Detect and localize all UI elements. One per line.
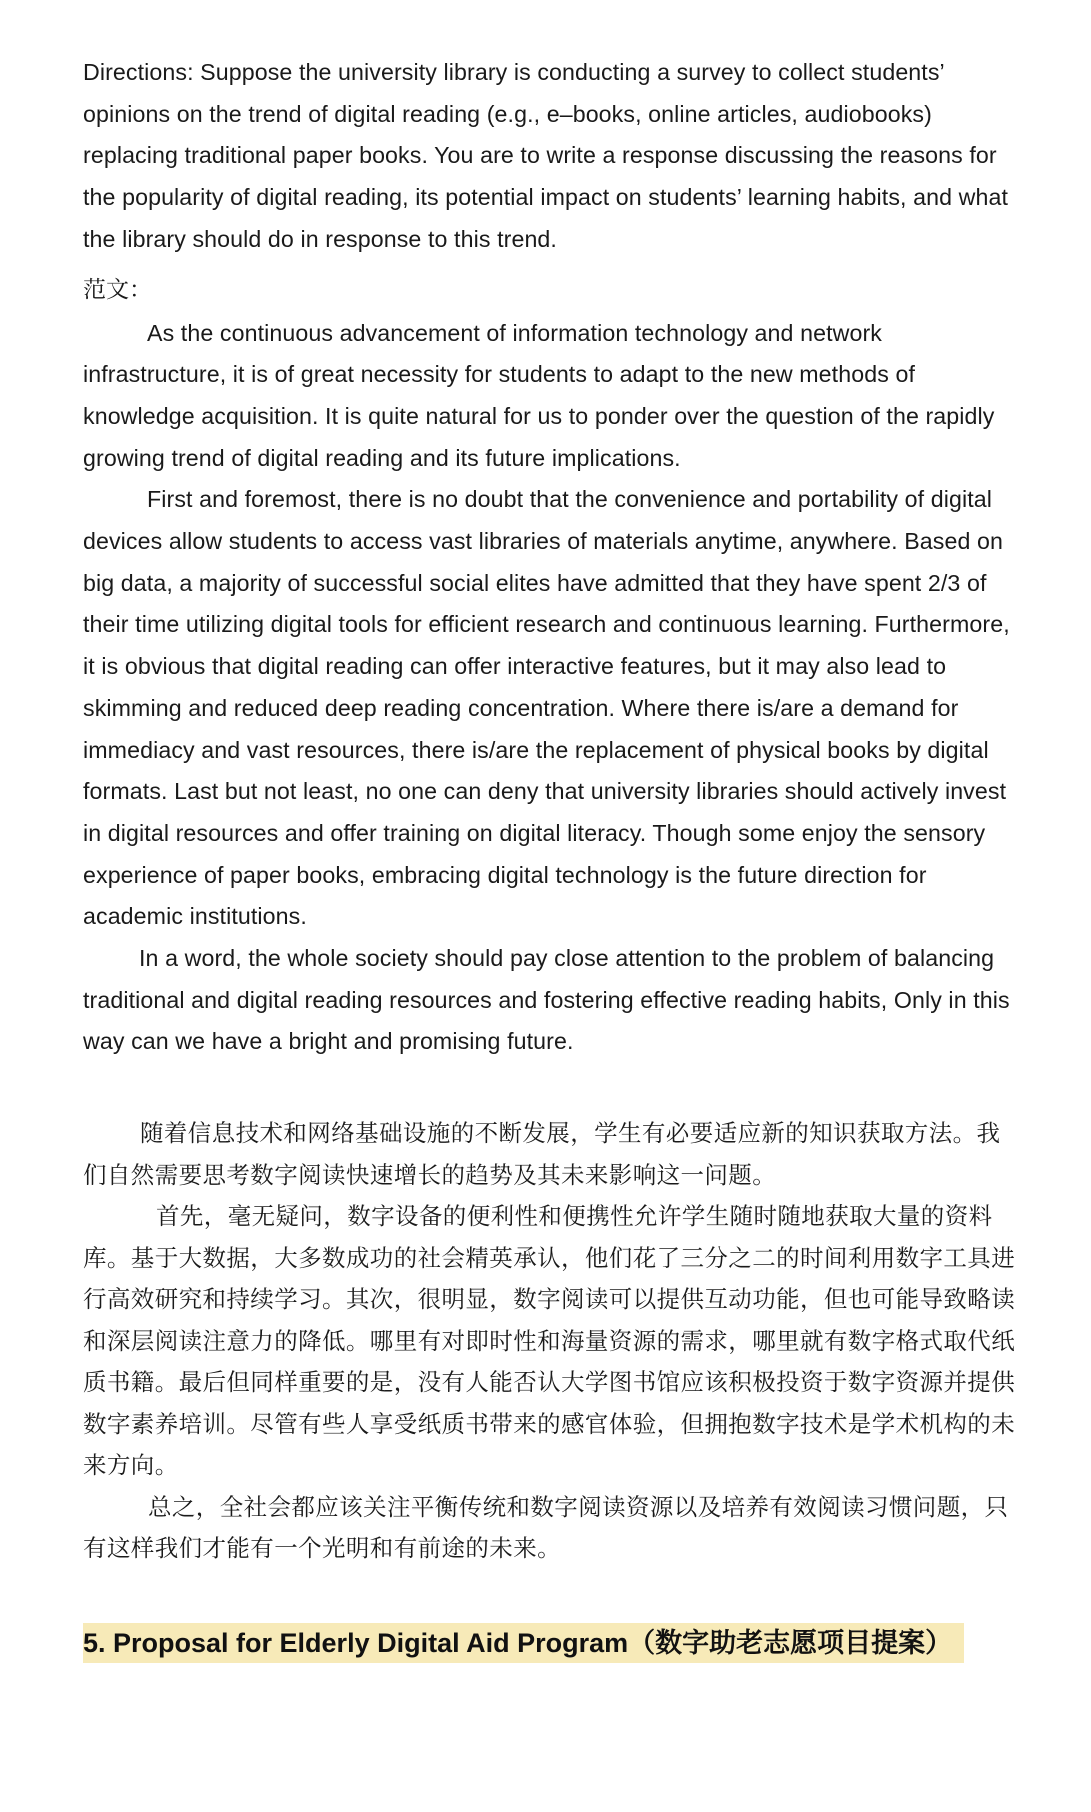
document-page: [83, 52, 1023, 1663]
essay-chinese-translation: [83, 1113, 1023, 1570]
essay-en-paragraph-body: First and foremost, there is no doubt that the convenience and portability of digital devices allow students to access vast libraries of materials anytime, anywhere. Based on big data, a majority of successful social elites have admitted that they have spent 2/3 of their time utilizing digital tools for efficient research and continuous learning. Furthermore, it is obvious that digital reading can offer interactive features, but it may also lead to skimming and reduced deep reading concentration. Where there is/are a demand for immediacy and vast resources, there is/are the replacement of physical books by digital formats. Last but not least, no one can deny that university libraries should actively invest in digital resources and offer training on digital literacy. Though some enjoy the sensory experience of paper books, embracing digital technology is the future direction for academic institutions.: [83, 486, 1010, 930]
directions-text: Directions: Suppose the university library is conducting a survey to collect students’ opinions on the trend of digital reading (e.g., e–books, online articles, audiobooks) replacing traditional paper books. You are to write a response discussing the reasons for the popularity of digital reading, its potential impact on students’ learning habits, and what the library should do in response to this trend.: [83, 59, 1009, 252]
essay-cn-paragraph-body: 首先，毫无疑问，数字设备的便利性和便携性允许学生随时随地获取大量的资料库。基于大数据，大多数成功的社会精英承认，他们花了三分之二的时间利用数字工具进行高效研究和持续学习。其次，很明显，数字阅读可以提供互动功能，但也可能导致略读和深层阅读注意力的降低。哪里有对即时性和海量资源的需求，哪里就有数字格式取代纸质书籍。最后但同样重要的是，没有人能否认大学图书馆应该积极投资于数字资源并提供数字素养培训。尽管有些人享受纸质书带来的感官体验，但拥抱数字技术是学术机构的未来方向。: [83, 1203, 1016, 1479]
essay-english: [83, 313, 1023, 1064]
essay-cn-paragraph-conclusion: 总之，全社会都应该关注平衡传统和数字阅读资源以及培养有效阅读习惯问题，只有这样我们才能有一个光明和有前途的未来。: [83, 1493, 1009, 1562]
next-section-heading: 5. Proposal for Elderly Digital Aid Program（数字助老志愿项目提案）: [83, 1623, 964, 1663]
essay-en-paragraph-conclusion: In a word, the whole society should pay close attention to the problem of balancing traditional and digital reading resources and fostering effective reading habits, Only in this way can we have a bright and promising future.: [83, 945, 1010, 1055]
essay-cn-paragraph-intro: 随着信息技术和网络基础设施的不断发展，学生有必要适应新的知识获取方法。我们自然需要思考数字阅读快速增长的趋势及其未来影响这一问题。: [83, 1120, 1001, 1188]
essay-en-paragraph-intro: As the continuous advancement of information technology and network infrastructure, it is of great necessity for students to adapt to the new methods of knowledge acquisition. It is quite natural for us to ponder over the question of the rapidly growing trend of digital reading and its future implications.: [83, 319, 995, 471]
sample-essay-label: 范文：: [83, 275, 152, 302]
